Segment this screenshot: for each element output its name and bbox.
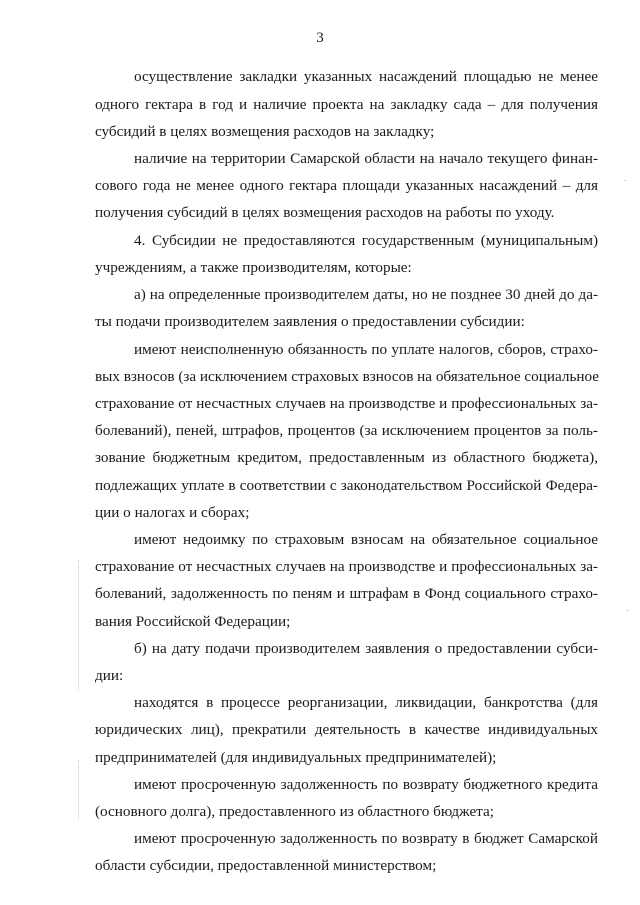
text-line: учреждениям, а также производителям, которые: [95, 259, 412, 276]
text-line: зование бюджетным кредитом, предоставленным из областного бюджета), [95, 449, 598, 466]
text-line: юридических лиц), прекратили деятельность в качестве индивидуальных [95, 721, 598, 738]
text-line: подлежащих уплате в соответствии с законодательством Российской Федера- [95, 477, 598, 494]
text-line: имеют просроченную задолженность по возврату бюджетного кредита [134, 776, 598, 793]
text-line: сового года не менее одного гектара площади указанных насаждений – для [95, 177, 598, 194]
text-line: б) на дату подачи производителем заявления о предоставлении субси- [134, 640, 598, 657]
text-line: субсидий в целях возмещения расходов на закладку; [95, 123, 435, 140]
text-line: вых взносов (за исключением страховых взносов на обязательное социальное [95, 368, 600, 385]
scan-margin-marks [78, 560, 81, 690]
text-line: наличие на территории Самарской области на начало текущего финан- [134, 150, 598, 167]
text-line: страхование от несчастных случаев на производстве и профессиональных за- [95, 395, 598, 412]
text-line: имеют просроченную задолженность по возврату в бюджет Самарской [134, 830, 598, 847]
page-number: 3 [316, 30, 324, 46]
scan-margin-marks [78, 760, 81, 820]
text-line: имеют недоимку по страховым взносам на обязательное социальное [134, 531, 598, 548]
text-line: имеют неисполненную обязанность по уплате налогов, сборов, страхо- [134, 341, 598, 358]
scan-speck [625, 180, 626, 181]
text-line: страхование от несчастных случаев на производстве и профессиональных за- [95, 558, 598, 575]
text-line: одного гектара в год и наличие проекта на закладку сада – для получения [95, 96, 598, 113]
text-line: вания Российской Федерации; [95, 613, 291, 630]
text-line: осуществление закладки указанных насаждений площадью не менее [134, 68, 598, 85]
text-line: ции о налогах и сборах; [95, 504, 250, 521]
text-line: дии: [95, 667, 124, 684]
text-line: области субсидии, предоставленной министерством; [95, 857, 437, 874]
text-line: получения субсидий в целях возмещения расходов на работы по уходу. [95, 204, 555, 221]
text-line: находятся в процессе реорганизации, ликвидации, банкротства (для [134, 694, 598, 711]
text-line: болеваний), пеней, штрафов, процентов (за исключением процентов за поль- [95, 422, 598, 439]
scan-speck [627, 610, 628, 611]
text-line: (основного долга), предоставленного из областного бюджета; [95, 803, 494, 820]
text-line: ты подачи производителем заявления о предоставлении субсидии: [95, 313, 525, 330]
text-line: 4. Субсидии не предоставляются государственным (муниципальным) [134, 232, 598, 249]
text-line: болеваний, задолженность по пеням и штрафам в Фонд социального страхо- [95, 585, 598, 602]
text-line: предпринимателей (для индивидуальных предпринимателей); [95, 749, 497, 766]
text-line: а) на определенные производителем даты, но не позднее 30 дней до да- [134, 286, 598, 303]
